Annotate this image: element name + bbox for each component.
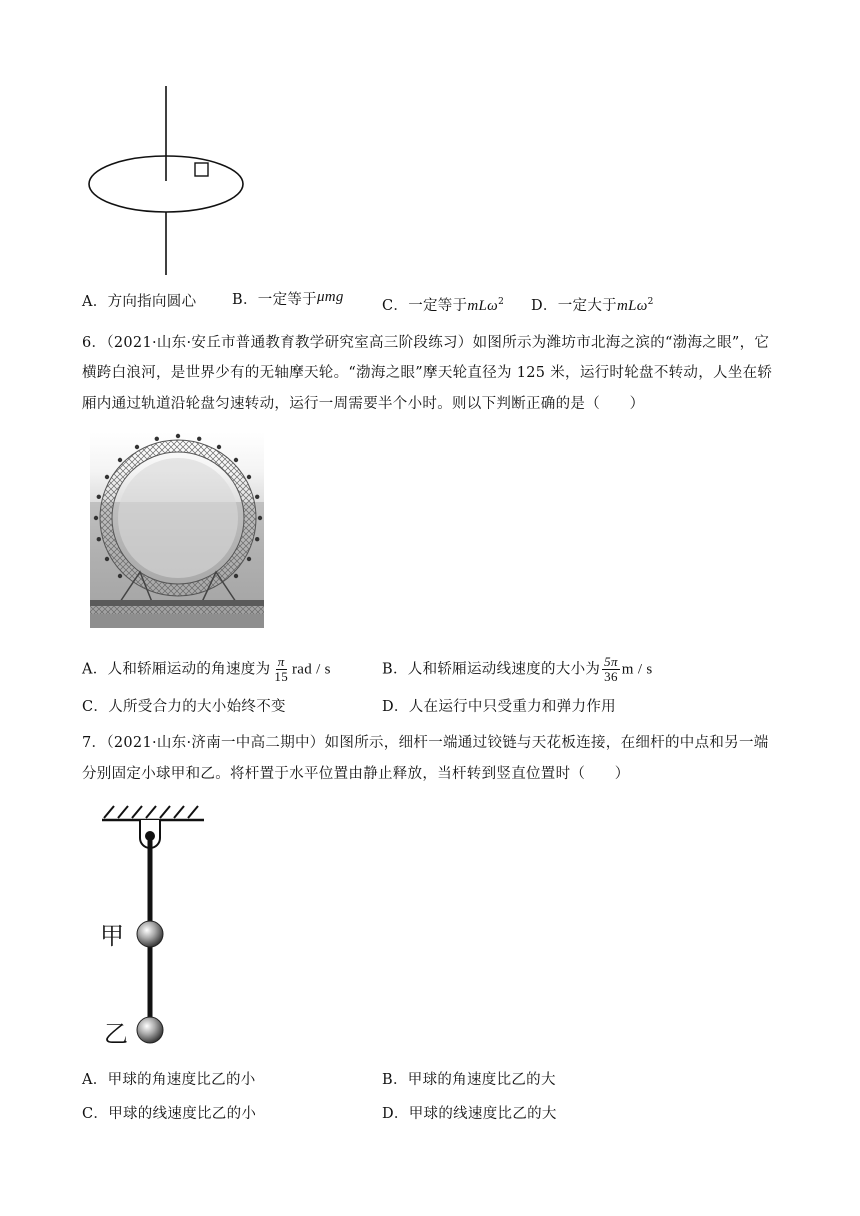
q7-option-a[interactable] xyxy=(82,1070,256,1090)
ball-yi xyxy=(137,1017,163,1043)
q5-option-b-text: 一定等于 xyxy=(257,292,317,308)
block-on-disk xyxy=(195,163,208,176)
q7-stem-line2: 分别固定小球甲和乙。将杆置于水平位置由静止释放，当杆转到竖直位置时（ ） xyxy=(82,766,630,782)
q5-option-c[interactable] xyxy=(382,292,504,316)
q6-option-d[interactable] xyxy=(382,697,616,717)
q6-option-b-unit: m / s xyxy=(621,661,653,678)
q6-option-c-label: C． xyxy=(82,699,109,715)
q7-option-c-text: 甲球的线速度比乙的小 xyxy=(108,1106,257,1122)
q7-option-a-text: 甲球的角速度比乙的小 xyxy=(107,1072,256,1088)
q6-option-a-denominator: 15 xyxy=(274,669,288,684)
q7-option-b-text: 甲球的角速度比乙的大 xyxy=(407,1072,556,1088)
ferris-cabin xyxy=(105,557,109,561)
ferris-cabin xyxy=(258,516,262,520)
q5-option-a-text: 方向指向圆心 xyxy=(107,294,197,310)
q6-option-b-denominator: 36 xyxy=(604,669,618,684)
q5-option-a-label: A． xyxy=(82,294,108,310)
ferris-cabin xyxy=(247,475,251,479)
q6-stem-line2: 横跨白浪河，是世界少有的无轴摩天轮。“渤海之眼”摩天轮直径为 125 米，运行时轮盘不转动，人坐在轿 xyxy=(82,365,773,381)
ferris-cabin xyxy=(155,437,159,441)
ferris-wheel-drawing xyxy=(90,432,264,628)
ferris-cabin xyxy=(217,445,221,449)
ferris-cabin xyxy=(97,537,101,541)
q5-option-c-text: 一定等于 xyxy=(408,297,468,314)
q7-stem-line1: 7．（2021·山东·济南一中高二期中）如图所示，细杆一端通过铰链与天花板连接，在细杆的中点和另一端 xyxy=(82,735,769,751)
q6-option-a-fraction xyxy=(272,655,290,684)
ferris-cabin xyxy=(197,437,201,441)
ferris-cabin xyxy=(94,516,98,520)
q6-option-b[interactable] xyxy=(382,655,652,684)
q5-option-b-label: B． xyxy=(232,292,258,308)
ball-jia-label: 甲 xyxy=(100,922,124,950)
ferris-cabin xyxy=(255,495,259,499)
q6-option-a-text: 人和轿厢运动的角速度为 xyxy=(107,661,271,678)
q5-option-a[interactable] xyxy=(82,292,196,312)
q5-option-d-exponent: 2 xyxy=(647,297,654,307)
q5-option-b[interactable] xyxy=(232,290,344,310)
q6-option-b-text: 人和轿厢运动线速度的大小为 xyxy=(407,661,601,678)
disk-diagram xyxy=(80,82,250,282)
ferris-wheel-photo xyxy=(90,432,264,628)
ferris-cabin xyxy=(234,458,238,462)
ferris-cabin xyxy=(105,475,109,479)
q6-option-a-unit: rad / s xyxy=(292,661,331,678)
q6-option-d-text: 人在运行中只受重力和弹力作用 xyxy=(408,699,616,715)
q7-option-d-label: D． xyxy=(382,1106,409,1122)
q5-option-d-label: D． xyxy=(531,297,558,314)
q5-option-d[interactable] xyxy=(531,292,654,316)
ferris-cabin xyxy=(97,495,101,499)
q5-option-b-formula: μmg xyxy=(316,289,344,305)
rod-pendulum-diagram xyxy=(96,798,216,1054)
q6-option-a[interactable] xyxy=(82,655,331,684)
hinge-pin xyxy=(145,831,155,841)
q7-option-a-label: A． xyxy=(82,1072,108,1088)
ferris-cabin xyxy=(135,445,139,449)
ferris-cabin xyxy=(234,574,238,578)
q7-option-c-label: C． xyxy=(82,1106,109,1122)
q5-option-d-formula: mLω xyxy=(616,297,648,314)
q5-option-d-text: 一定大于 xyxy=(557,297,617,314)
q6-option-b-label: B． xyxy=(382,661,408,678)
q6-option-a-label: A． xyxy=(82,661,108,678)
q6-stem-line1: 6．（2021·山东·安丘市普通教育教学研究室高三阶段练习）如图所示为潍坊市北海之滨的“渤海之眼”，它 xyxy=(82,335,770,351)
q6-option-b-numerator: 5π xyxy=(604,654,618,669)
ferris-cabin xyxy=(118,574,122,578)
ball-yi-label: 乙 xyxy=(104,1020,128,1048)
q6-option-b-fraction xyxy=(602,655,620,684)
q5-option-c-label: C． xyxy=(382,297,409,314)
q5-option-c-exponent: 2 xyxy=(498,297,505,307)
ferris-cabin xyxy=(255,537,259,541)
ceiling-hatching xyxy=(104,806,198,818)
q6-option-a-numerator: π xyxy=(277,654,285,669)
q7-option-d[interactable] xyxy=(382,1104,557,1124)
q7-option-b[interactable] xyxy=(382,1070,556,1090)
ferris-cabin xyxy=(247,557,251,561)
ferris-cabin xyxy=(176,434,180,438)
q7-option-b-label: B． xyxy=(382,1072,408,1088)
ferris-cabin xyxy=(118,458,122,462)
q7-option-d-text: 甲球的线速度比乙的大 xyxy=(408,1106,557,1122)
q6-stem-line3: 厢内通过轨道沿轮盘匀速转动，运行一周需要半个小时。则以下判断正确的是（ ） xyxy=(82,396,645,412)
q5-option-c-formula: mLω xyxy=(467,297,499,314)
q6-option-d-label: D． xyxy=(382,699,409,715)
q7-option-c[interactable] xyxy=(82,1104,256,1124)
q6-option-c[interactable] xyxy=(82,697,286,717)
q6-option-c-text: 人所受合力的大小始终不变 xyxy=(108,699,286,715)
ball-jia xyxy=(137,921,163,947)
